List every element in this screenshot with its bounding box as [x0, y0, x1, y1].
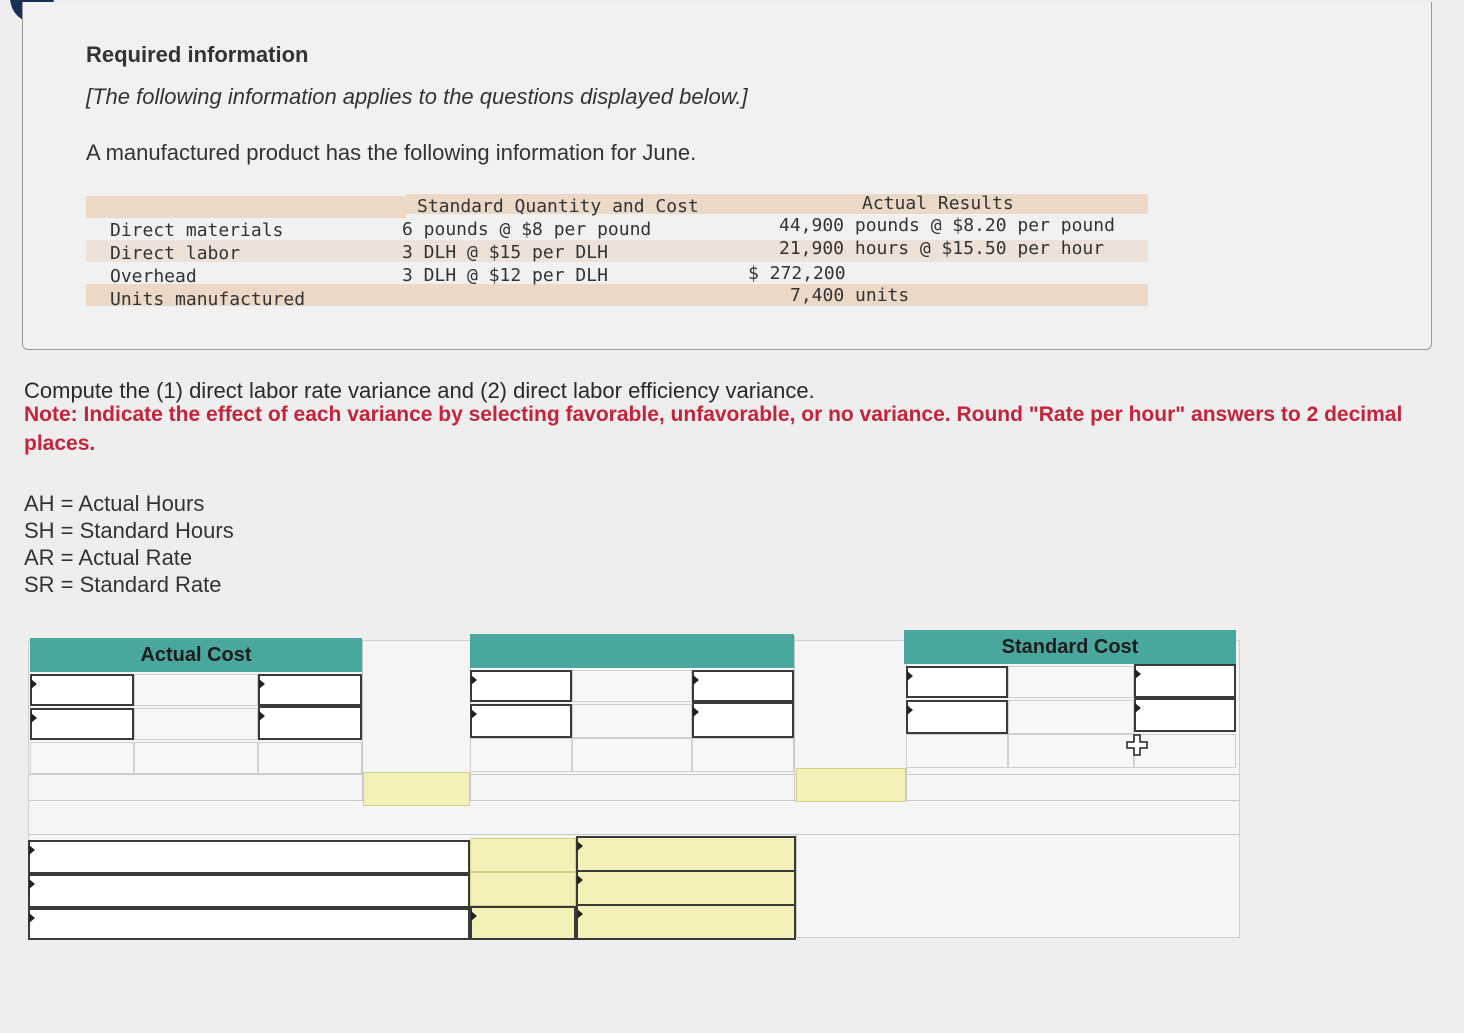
rate-variance-amount-input[interactable] [363, 772, 470, 806]
row-label: Overhead [110, 266, 197, 287]
abbreviation-sh: SH = Standard Hours [24, 518, 234, 543]
actual-cost-label-input[interactable] [258, 706, 362, 740]
standard-cost-label-input[interactable] [906, 700, 1008, 734]
variance-label-dropdown[interactable] [28, 840, 470, 874]
middle-total-cell[interactable] [572, 738, 692, 772]
question-note: Note: Indicate the effect of each variance by selecting favorable, unfavorable, or no variance. Round "Rate per hour" answers to 2 decimal places. [24, 403, 1403, 455]
page-title: Required information [86, 42, 309, 67]
middle-label-input[interactable] [692, 670, 794, 702]
grid-line [28, 800, 1240, 801]
grid-line [794, 636, 795, 800]
variance-label-dropdown[interactable] [28, 908, 470, 940]
col-header-actual: Actual Results [862, 193, 1014, 214]
abbreviation-sr: SR = Standard Rate [24, 572, 222, 597]
row-label: Direct materials [110, 220, 284, 241]
question-text: Compute the (1) direct labor rate variance and (2) direct labor efficiency variance. [24, 378, 815, 403]
standard-cost-value-input[interactable] [1008, 666, 1134, 698]
middle-value-input[interactable] [572, 670, 692, 702]
standard-cost-label-input[interactable] [1134, 698, 1236, 732]
standard-cost-total-cell [906, 734, 1008, 768]
standard-cost-label-input[interactable] [1134, 664, 1236, 698]
standard-cost-label-input[interactable] [906, 666, 1008, 698]
actual-cost-total-cell [30, 742, 134, 774]
standard-cost-value-input[interactable] [1008, 700, 1134, 734]
middle-total-cell [470, 738, 572, 772]
middle-value-input[interactable] [572, 704, 692, 738]
abbreviation-ar: AR = Actual Rate [24, 545, 193, 570]
variance-label-dropdown[interactable] [28, 874, 470, 908]
middle-label-input[interactable] [470, 670, 572, 702]
table-band [86, 196, 406, 218]
actual-cost-header: Actual Cost [30, 638, 362, 672]
variance-amount-input[interactable] [470, 838, 576, 872]
row-actual: 7,400 units [790, 285, 910, 306]
row-standard: 3 DLH @ $12 per DLH [402, 265, 608, 286]
cursor-plus-icon [1126, 734, 1148, 756]
col-header-standard: Standard Quantity and Cost [417, 196, 699, 217]
row-actual: 21,900 hours @ $15.50 per hour [779, 238, 1105, 259]
abbreviation-ah: AH = Actual Hours [24, 491, 205, 516]
row-label: Direct labor [110, 243, 241, 264]
variance-effect-dropdown[interactable] [576, 904, 796, 940]
info-subtitle: [The following information applies to the questions displayed below.] [86, 84, 748, 109]
standard-cost-header: Standard Cost [904, 630, 1236, 664]
variance-amount-input[interactable] [470, 906, 576, 940]
efficiency-variance-amount-input[interactable] [796, 768, 906, 802]
actual-cost-total-cell[interactable] [134, 742, 258, 774]
intro-text: A manufactured product has the following information for June. [86, 140, 697, 165]
actual-cost-label-input[interactable] [30, 708, 134, 740]
variance-amount-input[interactable] [470, 872, 576, 906]
variance-effect-dropdown[interactable] [576, 836, 796, 872]
actual-cost-value-input[interactable] [134, 674, 258, 706]
actual-cost-total-cell [258, 742, 362, 774]
grid-line [28, 834, 1240, 835]
variance-effect-dropdown[interactable] [576, 870, 796, 906]
row-standard: 3 DLH @ $15 per DLH [402, 242, 608, 263]
grid-line [796, 834, 797, 938]
middle-total-cell [692, 738, 794, 772]
row-actual: 44,900 pounds @ $8.20 per pound [779, 215, 1115, 236]
actual-cost-label-input[interactable] [258, 674, 362, 706]
row-actual: $ 272,200 [748, 263, 846, 284]
standard-cost-total-cell[interactable] [1008, 734, 1134, 768]
middle-header [470, 634, 794, 668]
actual-cost-label-input[interactable] [30, 674, 134, 706]
standard-cost-total-cell [1134, 734, 1236, 768]
grid-line [28, 774, 1240, 775]
middle-label-input[interactable] [692, 702, 794, 738]
middle-label-input[interactable] [470, 704, 572, 738]
row-label: Units manufactured [110, 289, 306, 310]
row-standard: 6 pounds @ $8 per pound [402, 219, 652, 240]
actual-cost-value-input[interactable] [134, 708, 258, 740]
